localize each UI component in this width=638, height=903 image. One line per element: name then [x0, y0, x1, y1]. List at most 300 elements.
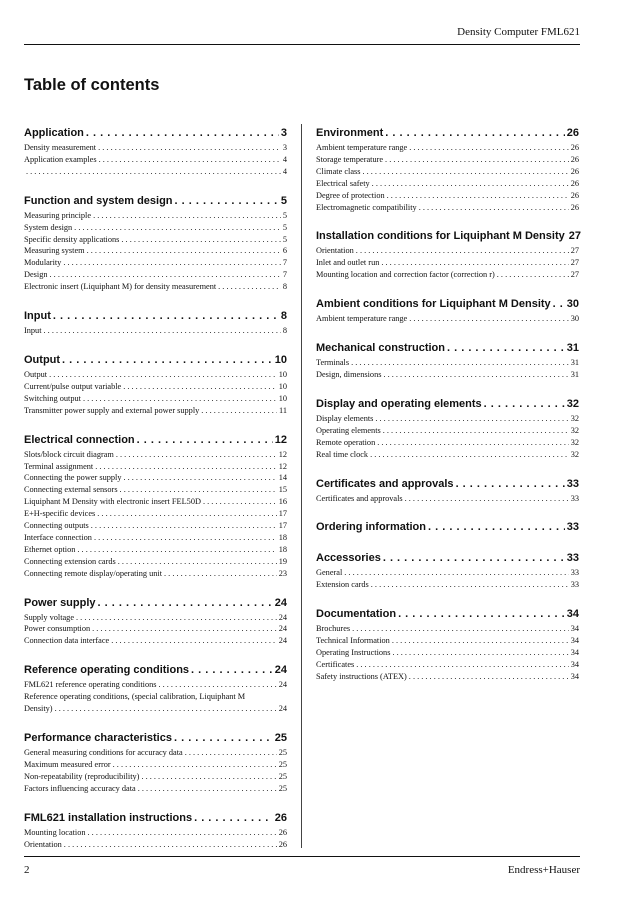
toc-entry[interactable] — [24, 520, 287, 532]
entry-page-number: 26 — [570, 202, 579, 212]
toc-entry[interactable] — [24, 369, 287, 381]
toc-section — [24, 811, 287, 851]
toc-entry[interactable] — [24, 449, 287, 461]
entry-page-number: 31 — [570, 369, 579, 379]
section-title: Ordering information — [316, 521, 426, 534]
entry-page-number: 32 — [570, 437, 579, 447]
section-title: Environment — [316, 127, 384, 139]
dot-leader — [383, 369, 568, 381]
entry-title: Mounting location and correction factor (correction r) — [316, 270, 495, 280]
toc-section — [316, 477, 579, 505]
toc-entry[interactable] — [316, 493, 579, 505]
toc-section — [24, 353, 287, 417]
entry-page-number: 26 — [570, 166, 579, 176]
toc-section — [24, 663, 287, 715]
toc-entry[interactable] — [316, 567, 579, 579]
entry-title: Connection data interface — [24, 636, 110, 646]
entry-title: Factors influencing accuracy data — [24, 783, 136, 793]
toc-left-column — [24, 126, 287, 866]
toc-entry[interactable] — [24, 747, 287, 759]
toc-entry[interactable] — [24, 544, 287, 556]
toc-entry[interactable] — [316, 178, 579, 190]
toc-entry[interactable] — [24, 635, 287, 647]
toc-section-heading[interactable] — [316, 341, 579, 356]
dot-leader — [120, 484, 277, 496]
dot-leader — [387, 190, 569, 202]
dot-leader — [164, 568, 277, 580]
section-title: Power supply — [24, 596, 96, 609]
entry-title: FML621 reference operating conditions — [24, 680, 157, 690]
entry-title: Modularity — [24, 258, 62, 268]
section-title: Function and system design — [24, 194, 173, 207]
entry-page-number: 19 — [278, 556, 287, 566]
dot-leader — [88, 827, 277, 839]
entry-page-number: 18 — [278, 544, 287, 554]
toc-entry[interactable] — [316, 579, 579, 591]
entry-title: Density) — [24, 704, 53, 714]
toc-entry[interactable] — [316, 659, 579, 671]
entry-page-number: 17 — [278, 521, 287, 531]
toc-entry[interactable] — [24, 257, 287, 269]
entry-title: Current/pulse output variable — [24, 381, 122, 391]
entry-title: Technical Information — [316, 636, 390, 646]
section-title: Display and operating elements — [316, 397, 482, 410]
dot-leader — [92, 623, 277, 635]
toc-entry[interactable] — [24, 679, 287, 691]
entry-title: Transmitter power supply and external power supply — [24, 405, 200, 415]
dot-leader — [375, 413, 568, 425]
dot-leader — [447, 341, 565, 356]
entry-title: Orientation — [24, 839, 62, 849]
dot-leader — [141, 771, 276, 783]
toc-entry[interactable] — [316, 166, 579, 178]
dot-leader — [98, 142, 281, 154]
dot-leader — [385, 126, 565, 141]
entry-page-number: 25 — [278, 759, 287, 769]
entry-page-number: 24 — [278, 636, 287, 646]
entry-title: Ambient temperature range — [316, 314, 408, 324]
dot-leader — [370, 449, 569, 461]
toc-entry[interactable] — [316, 190, 579, 202]
entry-title: Measuring principle — [24, 210, 92, 220]
entry-page-number: 11 — [279, 405, 287, 415]
toc-entry[interactable] — [24, 166, 287, 178]
toc-section — [24, 309, 287, 337]
toc-section-heading[interactable] — [316, 477, 579, 492]
dot-leader — [77, 544, 276, 556]
entry-page-number: 15 — [278, 485, 287, 495]
toc-entry[interactable] — [316, 245, 579, 257]
entry-title: Orientation — [316, 246, 354, 256]
page-number: 2 — [24, 864, 30, 876]
entry-title: Brochures — [316, 624, 351, 634]
toc-entry[interactable] — [24, 771, 287, 783]
section-title: Ambient conditions for Liquiphant M Density — [316, 298, 551, 311]
toc-entry[interactable] — [24, 325, 287, 337]
page-title: Table of contents — [24, 76, 160, 94]
toc-entry[interactable] — [24, 484, 287, 496]
dot-leader — [456, 477, 565, 492]
toc-entry[interactable] — [316, 313, 579, 325]
toc-entry[interactable] — [316, 425, 579, 437]
entry-title: Switching output — [24, 393, 81, 403]
dot-leader — [398, 607, 565, 622]
entry-title: Connecting remote display/operating unit — [24, 568, 163, 578]
entry-title: Design — [24, 270, 48, 280]
dot-leader — [63, 257, 281, 269]
toc-right-column — [316, 126, 579, 699]
dot-leader — [383, 551, 565, 566]
section-page-number: 33 — [566, 552, 579, 565]
dot-leader — [553, 297, 565, 312]
toc-entry[interactable] — [316, 623, 579, 635]
toc-entry-line[interactable]: Reference operating conditions, (special calibration, Liquiphant M — [24, 692, 246, 702]
entry-page-number: 25 — [278, 783, 287, 793]
entry-page-number: 34 — [570, 659, 579, 669]
dot-leader — [87, 245, 281, 257]
toc-section-heading[interactable] — [316, 520, 579, 535]
toc-section-heading[interactable] — [316, 126, 579, 141]
entry-page-number: 5 — [282, 234, 287, 244]
toc-entry[interactable] — [24, 496, 287, 508]
dot-leader — [497, 269, 569, 281]
entry-title: Liquiphant M Density with electronic insert FEL50D — [24, 497, 201, 507]
entry-page-number: 33 — [570, 580, 579, 590]
toc-section-heading[interactable] — [316, 297, 579, 312]
dot-leader — [383, 425, 569, 437]
entry-title: Connecting outputs — [24, 521, 89, 531]
toc-entry[interactable] — [24, 210, 287, 222]
section-page-number: 10 — [274, 353, 287, 366]
dot-leader — [392, 635, 569, 647]
toc-section-heading[interactable] — [24, 433, 287, 448]
toc-entry[interactable] — [24, 269, 287, 281]
entry-title: System design — [24, 222, 73, 232]
entry-title: Non-repeatability (reproducibility) — [24, 771, 140, 781]
toc-entry[interactable] — [24, 245, 287, 257]
toc-section-heading[interactable] — [24, 596, 287, 611]
dot-leader — [99, 154, 281, 166]
dot-leader — [409, 313, 568, 325]
entry-page-number: 17 — [278, 509, 287, 519]
toc-entry[interactable] — [24, 783, 287, 795]
toc-section — [316, 551, 579, 591]
entry-page-number: 26 — [278, 839, 287, 849]
toc-entry[interactable] — [24, 568, 287, 580]
section-page-number: 3 — [280, 127, 287, 139]
entry-page-number: 26 — [278, 827, 287, 837]
dot-leader — [484, 397, 565, 412]
entry-page-number: 27 — [570, 246, 579, 256]
dot-leader — [185, 747, 277, 759]
entry-page-number: 24 — [278, 624, 287, 634]
toc-entry[interactable] — [316, 369, 579, 381]
entry-title: Certificates — [316, 659, 355, 669]
section-title: Performance characteristics — [24, 732, 172, 744]
dot-leader — [356, 245, 569, 257]
entry-page-number: 33 — [570, 568, 579, 578]
dot-leader — [91, 520, 277, 532]
toc-section-heading[interactable] — [316, 397, 579, 412]
dot-leader — [218, 281, 281, 293]
toc-entry[interactable] — [24, 281, 287, 293]
dot-leader — [50, 269, 281, 281]
entry-page-number: 27 — [570, 270, 579, 280]
section-title: Electrical connection — [24, 433, 135, 446]
dot-leader — [371, 579, 569, 591]
dot-leader — [76, 612, 277, 624]
section-page-number: 27 — [568, 230, 581, 243]
entry-page-number: 8 — [282, 326, 287, 336]
entry-page-number: 16 — [278, 497, 287, 507]
toc-entry[interactable] — [316, 437, 579, 449]
entry-title: E+H-specific devices — [24, 509, 96, 519]
entry-title: Safety instructions (ATEX) — [316, 671, 407, 681]
toc-entry[interactable] — [24, 461, 287, 473]
entry-title: Maximum measured error — [24, 759, 111, 769]
entry-page-number: 26 — [570, 143, 579, 152]
entry-title: Measuring system — [24, 246, 85, 256]
entry-title: General measuring conditions for accuracy data — [24, 748, 183, 757]
entry-page-number: 18 — [278, 532, 287, 542]
dot-leader — [194, 811, 273, 826]
dot-leader — [174, 731, 273, 746]
toc-entry[interactable] — [24, 556, 287, 568]
toc-section — [316, 341, 579, 381]
toc-entry[interactable] — [24, 759, 287, 771]
dot-leader — [356, 659, 568, 671]
entry-title: Display elements — [316, 413, 374, 423]
toc-entry[interactable] — [24, 703, 287, 715]
dot-leader — [138, 783, 277, 795]
toc-entry[interactable] — [316, 635, 579, 647]
toc-entry[interactable] — [24, 381, 287, 393]
entry-title: Slots/block circuit diagram — [24, 449, 114, 459]
section-page-number: 32 — [566, 397, 579, 410]
entry-title: Climate class — [316, 166, 361, 176]
entry-title: Connecting the power supply — [24, 473, 122, 483]
toc-entry[interactable] — [24, 154, 287, 166]
entry-page-number: 3 — [282, 143, 287, 152]
section-page-number: 33 — [566, 477, 579, 490]
entry-title: Interface connection — [24, 532, 92, 542]
toc-entry[interactable] — [24, 827, 287, 839]
section-title: Certificates and approvals — [316, 477, 454, 490]
dot-leader — [351, 357, 569, 369]
dot-leader — [191, 663, 273, 678]
footer-rule — [24, 856, 580, 857]
toc-section — [316, 126, 579, 213]
toc-section — [24, 433, 287, 580]
entry-title: Real time clock — [316, 449, 369, 459]
dot-leader — [123, 472, 276, 484]
dot-leader — [409, 142, 568, 154]
section-page-number: 24 — [274, 596, 287, 609]
dot-leader — [49, 369, 277, 381]
entry-page-number: 26 — [570, 178, 579, 188]
toc-entry[interactable] — [24, 393, 287, 405]
dot-leader — [392, 647, 568, 659]
entry-title: Mounting location — [24, 827, 86, 837]
dot-leader — [381, 257, 568, 269]
dot-leader — [203, 496, 277, 508]
entry-title: Terminal assignment — [24, 461, 94, 471]
entry-title: Terminals — [316, 358, 350, 368]
dot-leader — [26, 166, 281, 178]
dot-leader — [377, 437, 568, 449]
toc-section-heading[interactable] — [24, 811, 287, 826]
entry-page-number: 10 — [278, 369, 287, 379]
header-rule — [24, 44, 580, 45]
entry-page-number: 5 — [282, 210, 287, 220]
section-title: Reference operating conditions — [24, 664, 190, 677]
toc-entry[interactable] — [24, 142, 287, 154]
entry-title: Design, dimensions — [316, 369, 382, 379]
toc-entry[interactable] — [24, 623, 287, 635]
entry-title: Operating Instructions — [316, 648, 391, 658]
entry-page-number: 30 — [570, 314, 579, 324]
column-divider — [301, 124, 302, 848]
dot-leader — [385, 154, 569, 166]
dot-leader — [74, 222, 281, 234]
entry-title: Electronic insert (Liquiphant M) for density measurement — [24, 282, 217, 292]
toc-entry[interactable] — [316, 671, 579, 683]
dot-leader — [94, 532, 277, 544]
section-page-number: 26 — [274, 811, 287, 824]
toc-section-heading[interactable] — [24, 194, 287, 209]
entry-title: Extension cards — [316, 580, 369, 590]
toc-section — [316, 520, 579, 535]
entry-page-number: 6 — [282, 246, 287, 256]
section-title: Output — [24, 353, 61, 366]
entry-page-number: 32 — [570, 425, 579, 435]
toc-entry[interactable] — [24, 839, 287, 851]
entry-page-number: 34 — [570, 671, 579, 681]
toc-section-heading[interactable] — [316, 229, 579, 244]
toc-section — [316, 607, 579, 683]
entry-title: Ethernet option — [24, 544, 76, 554]
toc-section-heading[interactable] — [316, 551, 579, 566]
toc-section-heading[interactable] — [24, 309, 287, 324]
toc-entry[interactable] — [24, 234, 287, 246]
toc-section — [24, 731, 287, 795]
dot-leader — [121, 234, 280, 246]
toc-section — [24, 126, 287, 178]
toc-section-heading[interactable] — [24, 731, 287, 746]
toc-entry[interactable] — [24, 532, 287, 544]
toc-entry[interactable] — [316, 202, 579, 214]
toc-entry[interactable] — [24, 222, 287, 234]
entry-title: Storage temperature — [316, 154, 384, 164]
dot-leader — [64, 839, 277, 851]
toc-entry[interactable] — [24, 472, 287, 484]
toc-entry[interactable] — [316, 449, 579, 461]
toc-section — [316, 297, 579, 325]
toc-entry[interactable] — [316, 269, 579, 281]
toc-entry[interactable] — [316, 154, 579, 166]
toc-entry[interactable] — [316, 413, 579, 425]
section-page-number: 24 — [274, 664, 287, 677]
toc-section-heading[interactable] — [316, 607, 579, 622]
section-title: Accessories — [316, 552, 381, 565]
section-page-number: 8 — [280, 310, 287, 323]
dot-leader — [158, 679, 276, 691]
entry-title: Input — [24, 326, 42, 336]
entry-page-number: 5 — [282, 222, 287, 232]
entry-title: Electromagnetic compatibility — [316, 202, 417, 212]
dot-leader — [123, 381, 276, 393]
toc-section-heading[interactable] — [24, 126, 287, 141]
toc-entry[interactable] — [316, 257, 579, 269]
toc-section — [24, 596, 287, 648]
entry-page-number: 34 — [570, 636, 579, 646]
toc-section — [24, 194, 287, 293]
entry-page-number: 24 — [278, 612, 287, 622]
entry-page-number: 8 — [282, 282, 287, 292]
dot-leader — [62, 353, 273, 368]
toc-section-heading[interactable] — [24, 353, 287, 368]
entry-title: Power consumption — [24, 624, 91, 634]
toc-entry[interactable] — [24, 508, 287, 520]
dot-leader — [405, 493, 569, 505]
entry-title: Operating elements — [316, 425, 381, 435]
toc-entry[interactable] — [24, 612, 287, 624]
entry-title: Connecting extension cards — [24, 556, 116, 566]
toc-entry[interactable] — [316, 647, 579, 659]
entry-page-number: 24 — [278, 680, 287, 690]
dot-leader — [53, 309, 279, 324]
dot-leader — [86, 126, 279, 141]
section-title: Mechanical construction — [316, 342, 445, 355]
dot-leader — [111, 635, 276, 647]
entry-page-number: 10 — [278, 381, 287, 391]
toc-entry[interactable] — [316, 142, 579, 154]
entry-title: Supply voltage — [24, 612, 75, 622]
entry-page-number: 26 — [570, 154, 579, 164]
entry-title: General — [316, 568, 343, 578]
toc-section-heading[interactable] — [24, 663, 287, 678]
entry-page-number: 34 — [570, 648, 579, 658]
toc-entry[interactable] — [24, 405, 287, 417]
dot-leader — [93, 210, 281, 222]
dot-leader — [344, 567, 568, 579]
entry-page-number: 24 — [278, 704, 287, 714]
dot-leader — [113, 759, 277, 771]
toc-entry[interactable] — [316, 357, 579, 369]
dot-leader — [201, 405, 277, 417]
entry-title: Output — [24, 369, 48, 379]
dot-leader — [95, 461, 276, 473]
dot-leader — [118, 556, 277, 568]
section-page-number: 30 — [566, 298, 579, 311]
entry-page-number: 12 — [278, 461, 287, 471]
entry-title: Remote operation — [316, 437, 376, 447]
entry-title: Connecting external sensors — [24, 485, 118, 495]
section-title: Application — [24, 127, 84, 139]
dot-leader — [55, 703, 277, 715]
entry-page-number: 14 — [278, 473, 287, 483]
dot-leader — [352, 623, 569, 635]
section-page-number: 25 — [274, 732, 287, 744]
entry-page-number: 7 — [282, 270, 287, 280]
toc-section — [316, 229, 579, 281]
entry-page-number: 12 — [278, 449, 287, 459]
entry-page-number: 25 — [278, 748, 287, 757]
entry-page-number: 34 — [570, 624, 579, 634]
dot-leader — [419, 202, 569, 214]
entry-page-number: 23 — [278, 568, 287, 578]
running-header: Density Computer FML621 — [457, 26, 580, 38]
